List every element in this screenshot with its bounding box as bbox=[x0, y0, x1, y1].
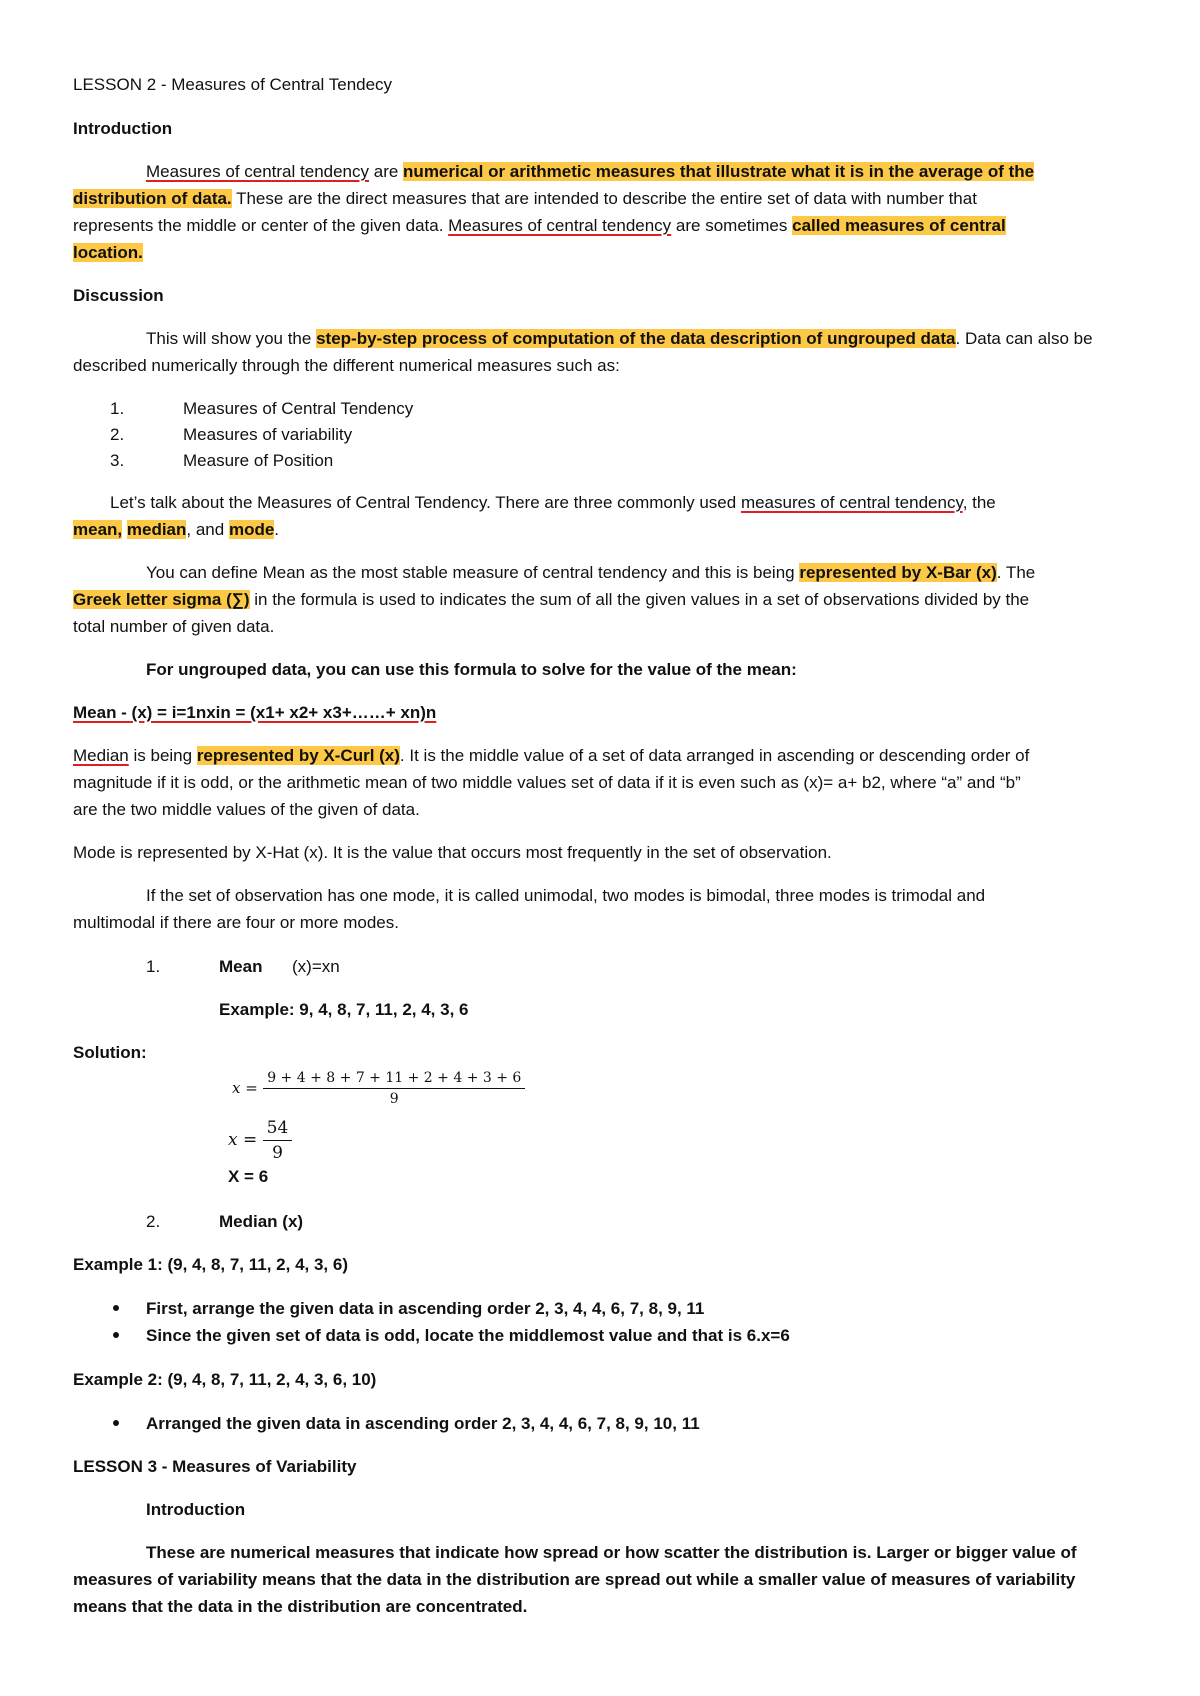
lesson3-intro-line-3: means that the data in the distribution are concentrated. bbox=[73, 1597, 528, 1616]
list-item: Measures of Central Tendency bbox=[183, 399, 414, 418]
text-span: . Data can also be bbox=[955, 329, 1093, 348]
underlined-term: measures of central tendency bbox=[740, 493, 963, 512]
result-text: X = 6 bbox=[228, 1167, 269, 1186]
bullet-icon bbox=[113, 1332, 119, 1338]
text-span: . bbox=[274, 520, 280, 539]
median-def-line-3: are the two middle values of the given of data. bbox=[73, 800, 420, 819]
bullet-icon bbox=[113, 1305, 119, 1311]
mean-item-formula: (x)=xn bbox=[292, 957, 340, 976]
median-item-number: 2. bbox=[146, 1212, 161, 1231]
highlight: Greek letter sigma (∑) bbox=[73, 590, 250, 609]
text-span: This will show you the bbox=[146, 329, 317, 348]
intro-line-4 bbox=[73, 242, 143, 264]
talk-line-1 bbox=[110, 492, 996, 514]
lesson3-intro-line-1: These are numerical measures that indicate how spread or how scatter the distribution is. Larger or bigger value of bbox=[146, 1543, 1077, 1562]
mean-computation-step1 bbox=[232, 1068, 525, 1109]
underlined-term: Measures of central tendency bbox=[448, 216, 672, 235]
mean-def-line-3: total number of given data. bbox=[73, 617, 275, 636]
text-span: . The bbox=[996, 563, 1036, 582]
text-span: , and bbox=[186, 520, 229, 539]
text-span: are sometimes bbox=[671, 216, 793, 235]
underlined-term: Measures of central tendency bbox=[146, 162, 370, 181]
mode-def: Mode is represented by X-Hat (x). It is the value that occurs most frequently in the set of observation. bbox=[73, 843, 832, 862]
list-number: 2. bbox=[110, 425, 125, 444]
discussion-line-2: described numerically through the different numerical measures such as: bbox=[73, 356, 620, 375]
highlight: represented by X-Curl (x) bbox=[196, 746, 400, 765]
list-number: 3. bbox=[110, 451, 125, 470]
mean-formula bbox=[73, 702, 436, 724]
median-def-line-1 bbox=[73, 745, 1029, 767]
text-span: in the formula is used to indicates the sum of all the given values in a set of observations divided by the bbox=[249, 590, 1030, 609]
mean-def-line-2 bbox=[73, 589, 1029, 611]
numerator: 9 + 4 + 8 + 7 + 11 + 2 + 4 + 3 + 6 bbox=[263, 1068, 525, 1089]
text-span: Let’s talk about the Measures of Central Tendency. There are three commonly used bbox=[110, 493, 741, 512]
discussion-heading: Discussion bbox=[73, 286, 164, 305]
numerator: 54 bbox=[263, 1116, 293, 1141]
fraction bbox=[263, 1116, 293, 1165]
highlight: mode bbox=[228, 520, 275, 539]
solution-label: Solution: bbox=[73, 1043, 147, 1062]
example1-bullet: First, arrange the given data in ascending order 2, 3, 4, 4, 6, 7, 8, 9, 11 bbox=[146, 1299, 705, 1318]
mean-example: Example: 9, 4, 8, 7, 11, 2, 4, 3, 6 bbox=[219, 1000, 469, 1019]
median-item-label: Median (x) bbox=[219, 1212, 304, 1231]
mean-item-label: Mean bbox=[219, 957, 263, 976]
lesson3-intro-heading: Introduction bbox=[146, 1500, 246, 1519]
text-span: These are the direct measures that are intended to describe the entire set of data with number that bbox=[231, 189, 977, 208]
modal-line-2: multimodal if there are four or more modes. bbox=[73, 913, 399, 932]
bullet-icon bbox=[113, 1420, 119, 1426]
example1-bullet: Since the given set of data is odd, locate the middlemost value and that is 6.x=6 bbox=[146, 1326, 790, 1345]
text-span: is being bbox=[128, 746, 197, 765]
highlight: numerical or arithmetic measures that illustrate what it is in the average of the bbox=[403, 162, 1035, 181]
highlight: location. bbox=[73, 243, 143, 262]
modal-line-1: If the set of observation has one mode, it is called unimodal, two modes is bimodal, three modes is trimodal and bbox=[146, 886, 986, 905]
intro-line-3 bbox=[73, 215, 1006, 237]
highlight: distribution of data. bbox=[73, 189, 232, 208]
text-span: . It is the middle value of a set of data arranged in ascending or descending order of bbox=[399, 746, 1030, 765]
list-item: Measure of Position bbox=[183, 451, 334, 470]
mean-result bbox=[228, 1166, 268, 1188]
mean-item-number: 1. bbox=[146, 957, 161, 976]
intro-line-1 bbox=[146, 161, 1034, 183]
lesson2-title: LESSON 2 - Measures of Central Tendecy bbox=[73, 75, 393, 94]
formula-intro: For ungrouped data, you can use this formula to solve for the value of the mean: bbox=[146, 660, 797, 679]
lhs: x = bbox=[228, 1130, 258, 1150]
intro-line-2 bbox=[73, 188, 977, 210]
underlined-formula: Mean - (x) = i=1nxin = (x1+ x2+ x3+……+ xn)n bbox=[73, 703, 437, 722]
highlight: represented by X-Bar (x) bbox=[799, 563, 997, 582]
highlight: called measures of central bbox=[792, 216, 1006, 235]
text-span: are bbox=[369, 162, 404, 181]
median-def-line-2: magnitude if it is odd, or the arithmetic mean of two middle values set of data if it is even such as (x)= a+ b2, where “a” and “b” bbox=[73, 773, 1021, 792]
lhs: x = bbox=[232, 1079, 258, 1097]
highlight: mean, bbox=[73, 520, 123, 539]
text-span: represents the middle or center of the given data. bbox=[73, 216, 449, 235]
discussion-line-1 bbox=[146, 328, 1093, 350]
mean-def-line-1 bbox=[146, 562, 1035, 584]
example2-title: Example 2: (9, 4, 8, 7, 11, 2, 4, 3, 6, 10) bbox=[73, 1370, 377, 1389]
underlined-term: Median bbox=[73, 746, 129, 765]
denominator: 9 bbox=[272, 1143, 283, 1163]
text-span: You can define Mean as the most stable measure of central tendency and this is being bbox=[146, 563, 800, 582]
example2-bullet: Arranged the given data in ascending order 2, 3, 4, 4, 6, 7, 8, 9, 10, 11 bbox=[146, 1414, 700, 1433]
fraction bbox=[263, 1068, 525, 1109]
mean-computation-step2 bbox=[228, 1116, 292, 1165]
denominator: 9 bbox=[389, 1091, 399, 1107]
example1-title: Example 1: (9, 4, 8, 7, 11, 2, 4, 3, 6) bbox=[73, 1255, 348, 1274]
list-item: Measures of variability bbox=[183, 425, 353, 444]
lesson3-intro-line-2: measures of variability means that the data in the distribution are spread out while a smaller value of measures of variability bbox=[73, 1570, 1076, 1589]
highlight: step-by-step process of computation of the data description of ungrouped data bbox=[316, 329, 956, 348]
lesson2-intro-heading: Introduction bbox=[73, 119, 173, 138]
list-number: 1. bbox=[110, 399, 125, 418]
highlight: median bbox=[126, 520, 187, 539]
lesson3-title: LESSON 3 - Measures of Variability bbox=[73, 1457, 357, 1476]
text-span: , the bbox=[962, 493, 996, 512]
talk-line-2 bbox=[73, 519, 279, 541]
